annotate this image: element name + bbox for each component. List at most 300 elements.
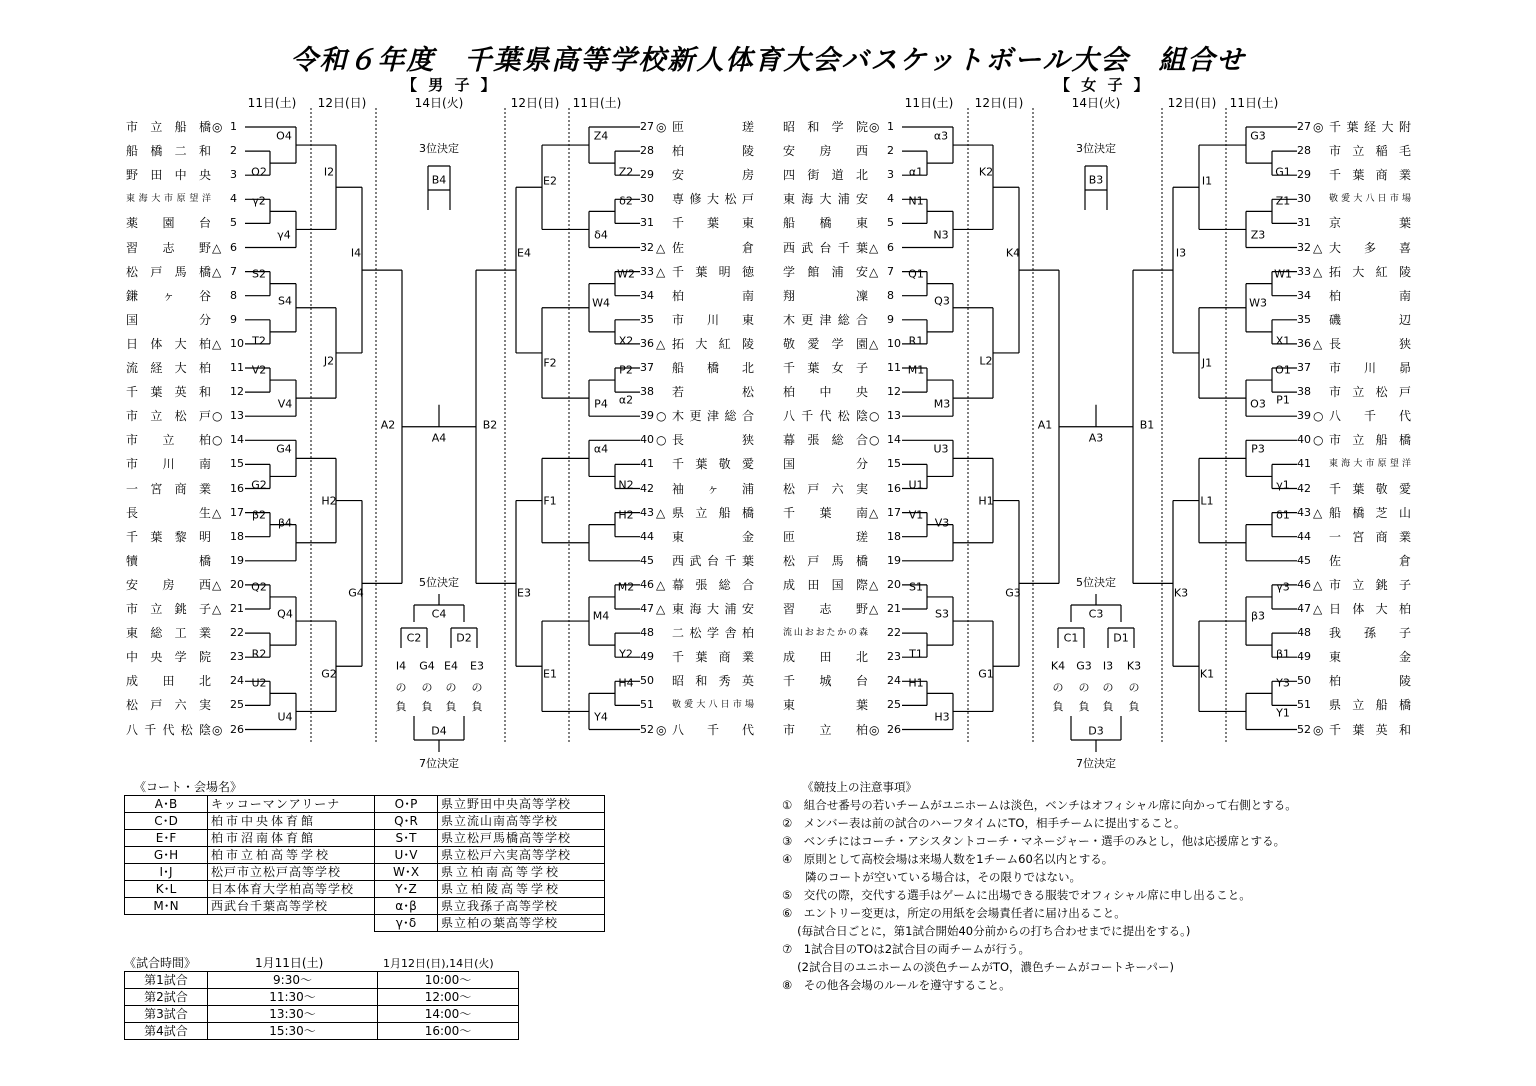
team-name: 流山おおたかの森 [783,628,868,639]
draw-number: 52 [640,722,654,736]
court-code: E･F [125,830,208,847]
times-table [124,971,519,1040]
team-name: 長狭 [1329,336,1411,351]
team-name: 柏中央 [783,385,868,400]
match-code: K3 [1173,586,1189,600]
draw-number: 23 [230,650,244,664]
court-code: Y･Z [375,881,438,898]
match-code: H1 [978,494,994,508]
times-col1-header: 1月11日(土) [255,956,324,970]
draw-number: 34 [640,288,654,302]
team-name: 木更津総合 [783,312,868,327]
match-code: T2 [252,334,266,348]
match-code: β1 [1275,647,1291,661]
team-name: 西武台千葉 [672,553,754,568]
time-row [125,972,519,989]
court-code: W･X [375,864,438,881]
seed-mark: △ [1313,240,1323,255]
team-name: 中央学院 [126,650,211,665]
team-name: 東海大市原望洋 [1329,459,1411,470]
time-row [125,1006,519,1023]
loser-make: 負 [445,700,457,713]
draw-number: 9 [887,312,894,326]
boys-section-label: 【 男 子 】 [402,76,499,94]
match-code: Z3 [1250,228,1266,242]
team-row-right [1297,625,1417,641]
team-name: 千城台 [783,674,868,689]
match-code: W2 [617,267,635,281]
draw-number: 21 [887,602,901,615]
seed-mark: ◎ [212,722,223,737]
third-place-code: B3 [1088,173,1104,187]
team-name: 松戸馬橋 [783,553,868,568]
third-place-label: 3位決定 [1076,142,1116,155]
fifth-sub-code: C1 [1063,631,1079,645]
team-row-right [1297,408,1417,424]
match-code: E4 [517,246,531,260]
time-day1: 11:30～ [208,989,378,1006]
team-name: 敬愛学園 [783,336,868,351]
note-item: ② メンバー表は前の試合のハーフタイムにTO，相手チームに提出すること。 [782,816,1186,830]
draw-number: 15 [230,457,244,471]
girls-date-day2-left: 12日(日) [974,96,1024,110]
venue-name: 日本体育大学柏高等学校 [208,881,375,898]
team-name: 千葉経大附 [1329,120,1411,134]
team-name: 柏陵 [672,144,754,159]
match-code: α4 [593,442,609,456]
team-name: 成田国際 [783,577,868,592]
game-number: 第4試合 [125,1023,208,1040]
note-item: (毎試合日ごとに，第1試合開始40分前からの打ち合わせまでに提出をする。) [782,924,1191,938]
draw-number: 32 [1297,240,1311,254]
time-row [125,989,519,1006]
draw-number: 12 [887,385,901,399]
draw-number: 48 [640,626,654,640]
team-row-right [1297,505,1417,521]
match-code: L1 [1200,494,1214,508]
team-name: 安房 [672,168,754,183]
match-code: N2 [618,478,634,492]
team-row-right [1297,264,1417,280]
match-code: S4 [278,294,292,308]
note-item: ⑥ エントリー変更は，所定の用紙を会場責任者に届け出ること。 [782,906,1126,920]
draw-number: 8 [887,288,894,302]
seventh-place-label: 7位決定 [1076,757,1116,770]
draw-number: 31 [1297,216,1311,230]
loser-make: 負 [1078,700,1090,713]
notes [782,778,1297,994]
draw-number: 45 [640,553,654,567]
team-name: 東海大浦安 [783,192,868,207]
team-row-left [783,312,901,328]
draw-number: 14 [887,433,901,447]
seed-mark: ○ [869,433,880,448]
time-day1: 15:30～ [208,1023,378,1040]
match-code: G2 [251,478,267,492]
team-name: 市立柏 [126,433,211,448]
seed-mark: △ [212,505,222,520]
loser-no: の [421,681,433,694]
match-code: V2 [251,363,267,377]
team-row-left [783,456,901,472]
team-row-right [1297,577,1417,593]
team-name: 千葉英和 [126,385,211,400]
venue-row [125,847,605,864]
draw-number: 31 [640,216,654,230]
draw-number: 1 [230,120,237,133]
team-name: 昭和学院 [783,120,868,134]
seed-mark: △ [656,577,666,592]
court-code: γ･δ [375,915,438,932]
draw-number: 46 [1297,577,1311,591]
match-code: Y2 [619,647,633,661]
venue-row [125,830,605,847]
team-row-right [1297,553,1417,569]
seed-mark: △ [869,505,879,520]
match-code: α3 [933,129,949,143]
match-code: M3 [933,397,951,411]
court-code: S･T [375,830,438,847]
team-name: 松戸馬橋 [126,264,211,279]
team-name: 木更津総合 [672,409,754,424]
match-code: O2 [251,165,267,179]
draw-number: 29 [640,168,654,182]
match-code: V3 [934,516,950,530]
draw-number: 51 [640,698,654,712]
match-code: M1 [907,363,925,377]
match-code: N3 [933,228,949,242]
match-code: M4 [592,609,610,623]
court-code: K･L [125,881,208,898]
team-name: 千葉南 [783,505,868,520]
draw-number: 17 [230,505,244,519]
fifth-sub-code: D1 [1113,631,1129,645]
draw-number: 6 [887,240,894,254]
team-row-right [1297,167,1417,183]
match-code: V1 [908,508,924,522]
court-code: I･J [125,864,208,881]
draw-number: 50 [640,674,654,688]
team-name: 匝瑳 [783,529,868,544]
match-code: L2 [979,354,993,368]
seed-mark: △ [869,264,879,279]
time-day2: 10:00～ [378,972,519,989]
match-code: S1 [909,580,923,594]
team-row-left [783,432,901,448]
seed-mark: △ [1313,336,1323,351]
match-code: P1 [1276,393,1290,407]
match-code: U4 [277,710,293,724]
team-row-left [783,408,901,424]
seed-mark: △ [212,336,222,351]
draw-number: 3 [230,168,237,182]
draw-number: 15 [887,457,901,471]
draw-number: 27 [1297,120,1311,133]
draw-number: 27 [640,120,654,133]
team-row-left [783,529,901,545]
team-row-left [783,336,901,352]
team-name: 市立松戸 [126,409,211,424]
match-code: H3 [934,710,950,724]
draw-number: 11 [887,361,901,374]
match-code: G1 [978,667,994,681]
semifinal-code-left: A1 [1037,418,1053,432]
team-row-right [1297,673,1417,689]
team-row-right [1297,384,1417,400]
draw-number: 13 [887,409,901,423]
team-name: 国分 [783,457,868,472]
venue-row [125,898,605,915]
match-code: U3 [933,442,949,456]
page-title: 令和６年度 千葉県高等学校新人体育大会バスケットボール大会 組合せ [290,45,1246,76]
team-name: 千葉敬愛 [1329,481,1411,496]
match-code: T1 [909,647,923,661]
fifth-place-label: 5位決定 [419,576,459,589]
draw-number: 38 [1297,385,1311,399]
loser-make: 負 [1128,700,1140,713]
draw-number: 50 [1297,674,1311,688]
seventh-place-code: D4 [431,724,447,738]
match-code: γ1 [1276,478,1290,492]
draw-number: 22 [230,626,244,640]
team-row-left [783,264,901,280]
seed-mark: ◎ [656,120,667,134]
seed-mark: △ [656,264,666,279]
draw-number: 26 [887,722,901,736]
fifth-place-label: 5位決定 [1076,576,1116,589]
team-name: 西武台千葉 [783,240,868,255]
game-number: 第1試合 [125,972,208,989]
team-name: 船橋東 [783,216,868,231]
team-name: 一宮商業 [126,481,211,496]
venue-name: 柏市沼南体育館 [208,830,375,847]
team-row-left [783,649,901,665]
team-name: 千葉明徳 [672,264,754,279]
team-name: 学館浦安 [783,264,868,279]
match-code: K1 [1199,667,1215,681]
seed-mark: △ [212,264,222,279]
team-name: 八千代松陰 [783,409,868,424]
draw-number: 23 [887,650,901,664]
note-item: ⑤ 交代の際，交代する選手はゲームに出場できる服装でオフィシャル席に申し出ること。 [782,888,1251,902]
draw-number: 38 [640,385,654,399]
game-number: 第3試合 [125,1006,208,1023]
team-name: 市立船橋 [126,120,211,134]
team-row-left [783,625,901,641]
match-code: I1 [1201,174,1213,188]
team-name: 千葉黎明 [126,529,211,544]
seed-mark: △ [656,240,666,255]
seed-mark: △ [1313,602,1323,616]
loser-make: 負 [421,700,433,713]
loser-code: I4 [395,659,407,673]
team-name: 船橋北 [672,361,754,375]
venues-table [124,795,605,932]
draw-number: 13 [230,409,244,423]
team-name: 習志野 [126,240,211,255]
match-code: γ4 [277,228,291,242]
team-name: 県立船橋 [1329,698,1411,713]
loser-code: K3 [1126,659,1142,673]
match-code: O3 [1250,397,1266,411]
team-name: 東海大市原望洋 [126,194,211,205]
team-row-left [783,673,901,689]
team-name: 二松学舎柏 [672,626,754,641]
fifth-sub-code: D2 [456,631,472,645]
note-item: ① 組合せ番号の若いチームがユニホームは淡色，ベンチはオフィシャル席に向かって右側とする。 [782,798,1297,812]
loser-no: の [395,681,407,694]
match-code: K4 [1005,246,1021,260]
venues-heading: 《コート・会場名》 [134,780,243,794]
seed-mark: △ [1313,577,1323,592]
draw-number: 22 [887,626,901,640]
team-name: 柏南 [1329,288,1411,303]
venue-name [208,915,375,932]
draw-number: 51 [1297,698,1311,712]
seed-mark: △ [656,505,666,520]
venue-row [125,915,605,932]
team-name: 柏陵 [1329,674,1411,689]
draw-number: 14 [230,433,244,447]
draw-number: 43 [640,505,654,519]
match-code: Z4 [593,129,609,143]
seed-mark: △ [869,240,879,255]
match-code: α1 [908,165,924,179]
draw-number: 24 [887,674,901,688]
team-row-right [1297,529,1417,545]
team-name: 松戸六実 [783,481,868,496]
match-code: α2 [618,393,634,407]
loser-code: K4 [1050,659,1066,673]
court-code: α･β [375,898,438,915]
team-name: 千葉敬愛 [672,457,754,472]
team-row-right [1297,215,1417,231]
venue-name: 県立我孫子高等学校 [438,898,605,915]
match-code: J2 [323,354,335,368]
team-name: 一宮商業 [1329,529,1411,544]
loser-code: I3 [1102,659,1114,673]
girls-date-day1-right: 11日(土) [1229,96,1279,110]
match-code: G4 [348,586,364,600]
match-code: G4 [276,442,292,456]
loser-no: の [1078,681,1090,694]
team-row-right [1297,649,1417,665]
team-name: 千葉東 [672,216,754,231]
match-code: O4 [276,129,292,143]
draw-number: 26 [230,722,244,736]
boys-date-day1-left: 11日(土) [247,96,297,110]
note-item: ③ ベンチにはコーチ・アシスタントコーチ・マネージャー・選手のみとし，他は応援席とする。 [782,834,1286,848]
team-row-right [1297,312,1417,328]
draw-number: 25 [887,698,901,712]
draw-number: 19 [230,553,244,567]
times-heading: 《試合時間》 [124,956,197,970]
loser-no: の [445,681,457,694]
draw-number: 40 [1297,433,1311,447]
match-code: R1 [908,334,924,348]
draw-number: 3 [887,168,894,182]
team-row-left [783,481,901,497]
loser-code: G4 [419,659,435,673]
fifth-place-code: C3 [1088,607,1104,621]
venue-row [125,796,605,813]
team-row-left [783,360,901,376]
match-code: H2 [321,494,337,508]
third-place-label: 3位決定 [419,142,459,155]
team-row-right [1297,722,1417,738]
team-name: 船橋芝山 [1329,505,1411,520]
match-code: O1 [1275,363,1291,377]
team-name: 柏南 [672,288,754,303]
match-code: Y4 [594,710,608,724]
loser-make: 負 [1052,700,1064,713]
team-name: 八千代松陰 [126,722,211,737]
match-code: I3 [1175,246,1187,260]
team-name: 薬園台 [126,216,211,231]
venue-row [125,881,605,898]
team-name: 日体大柏 [126,336,211,351]
team-name: 匝瑳 [672,120,754,134]
draw-number: 25 [230,698,244,712]
loser-make: 負 [1102,700,1114,713]
note-item: ④ 原則として高校会場は来場人数を1チーム60名以内とする。 [782,852,1114,866]
team-row-left [783,384,901,400]
team-name: 習志野 [783,602,868,616]
draw-number: 39 [640,409,654,423]
venue-name: 県立柏陵高等学校 [438,881,605,898]
team-name: 幕張総合 [783,433,868,448]
team-row-left [783,601,901,617]
team-name: 京葉 [1329,216,1411,231]
team-name: 市立松戸 [1329,385,1411,400]
venue-row [125,864,605,881]
draw-number: 49 [1297,650,1311,664]
team-name: 長狭 [672,433,754,448]
draw-number: 42 [1297,481,1311,495]
seed-mark: ◎ [1313,722,1324,737]
draw-number: 39 [1297,409,1311,423]
team-name: 市川昴 [1329,361,1411,375]
draw-number: 32 [640,240,654,254]
venue-name: 柏市立柏高等学校 [208,847,375,864]
court-code: C･D [125,813,208,830]
venue-name: 県立松戸六実高等学校 [438,847,605,864]
court-code: O･P [375,796,438,813]
match-code: X1 [1275,334,1291,348]
notes-heading: 《競技上の注意事項》 [802,780,917,794]
loser-code: E4 [444,659,458,673]
team-row-left [783,240,901,256]
loser-code: G3 [1076,659,1092,673]
team-row-left [783,288,901,304]
match-code: δ1 [1276,508,1290,522]
draw-number: 12 [230,385,244,399]
time-day2: 16:00～ [378,1023,519,1040]
girls-date-day1-left: 11日(土) [904,96,954,110]
note-item: ⑦ 1試合目のTOは2試合目の両チームが行う。 [782,942,1031,956]
draw-number: 44 [640,529,654,543]
draw-number: 35 [1297,312,1311,326]
match-code: N1 [908,194,924,208]
time-day1: 9:30～ [208,972,378,989]
match-code: Q1 [908,267,924,281]
team-name: 昭和秀英 [672,674,754,689]
team-name: 東金 [1329,650,1411,665]
team-name: 幕張総合 [672,577,754,592]
match-code: R2 [251,647,267,661]
draw-number: 48 [1297,626,1311,640]
game-number: 第2試合 [125,989,208,1006]
